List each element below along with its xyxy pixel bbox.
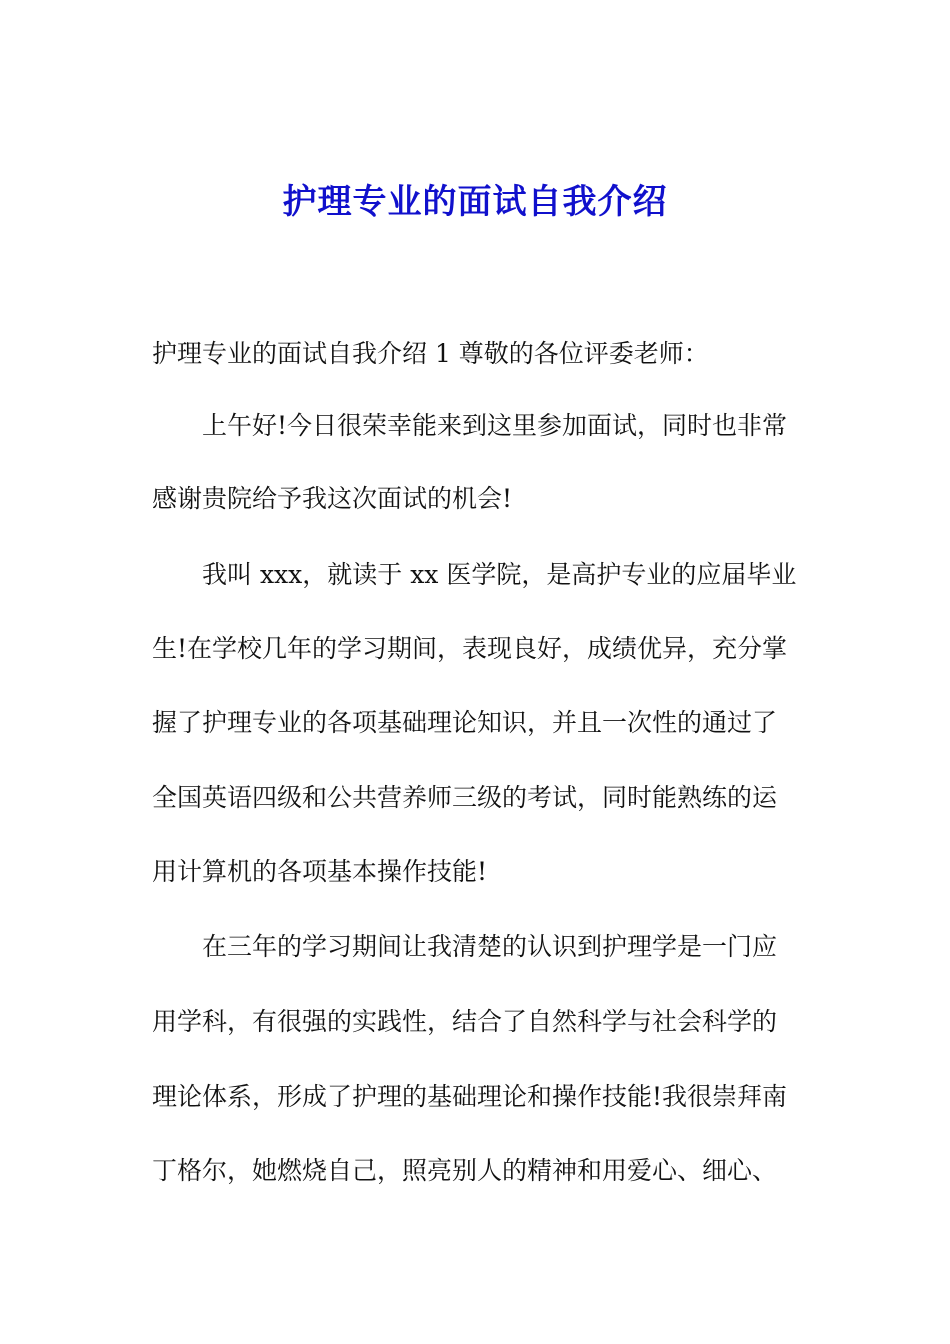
text-line-7: 全国英语四级和公共营养师三级的考试，同时能熟练的运 [152, 783, 778, 812]
text-line-3: 感谢贵院给予我这次面试的机会! [152, 484, 513, 513]
text-line-4: 我叫 xxx，就读于 xx 医学院，是高护专业的应届毕业 [202, 560, 797, 589]
text-line-6: 握了护理专业的各项基础理论知识，并且一次性的通过了 [152, 708, 778, 737]
text-line-10: 用学科，有很强的实践性，结合了自然科学与社会科学的 [152, 1007, 778, 1036]
document-title: 护理专业的面试自我介绍 [282, 182, 668, 222]
text-line-11: 理论体系，形成了护理的基础理论和操作技能!我很崇拜南 [152, 1082, 788, 1111]
text-line-8: 用计算机的各项基本操作技能! [152, 857, 488, 886]
text-line-5: 生!在学校几年的学习期间，表现良好，成绩优异，充分掌 [152, 634, 788, 663]
text-line-12: 丁格尔，她燃烧自己，照亮别人的精神和用爱心、细心、 [152, 1156, 778, 1185]
text-line-9: 在三年的学习期间让我清楚的认识到护理学是一门应 [202, 932, 778, 961]
text-line-1: 护理专业的面试自我介绍 1 尊敬的各位评委老师： [152, 339, 709, 368]
text-line-2: 上午好!今日很荣幸能来到这里参加面试，同时也非常 [202, 411, 788, 440]
